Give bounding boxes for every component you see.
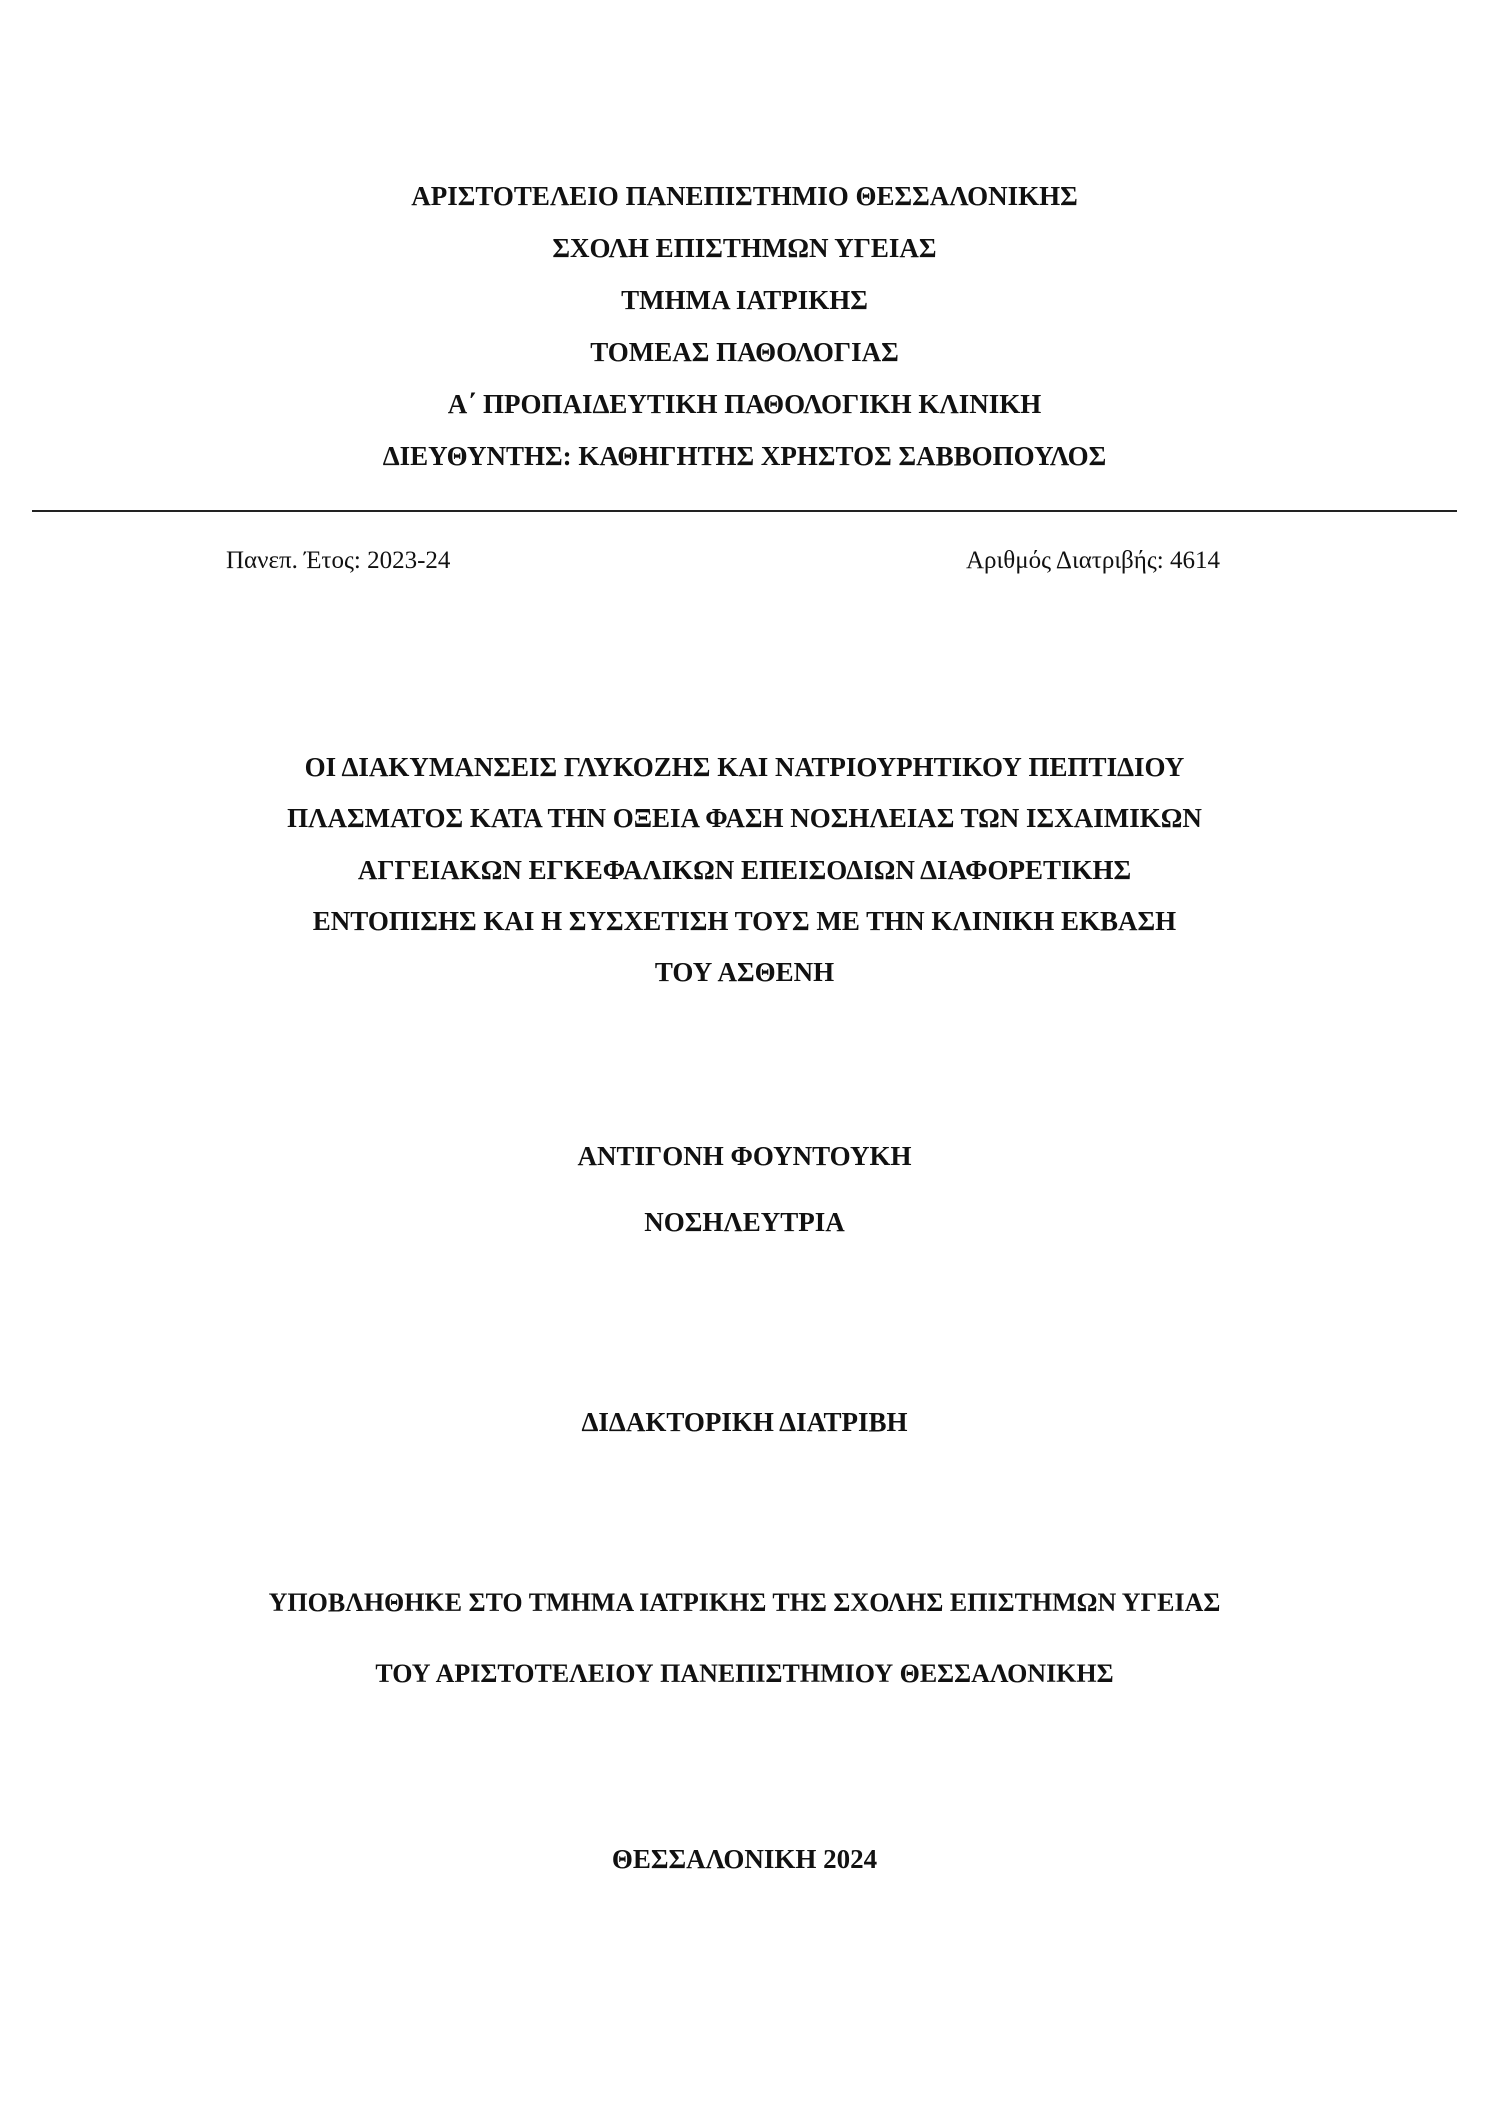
academic-year: Πανεπ. Έτος: 2023-24 [226,547,451,574]
thesis-number: Αριθμός Διατριβής: 4614 [966,547,1220,574]
thesis-title-line-4: ΕΝΤΟΠΙΣΗΣ ΚΑΙ Η ΣΥΣΧΕΤΙΣΗ ΤΟΥΣ ΜΕ ΤΗΝ ΚΛΙΝΙΚΗ ΕΚΒΑΣΗ [312,906,1177,936]
author-name: ΑΝΤΙΓΟΝΗ ΦΟΥΝΤΟΥΚΗ [577,1141,912,1171]
author-profession: ΝΟΣΗΛΕΥΤΡΙΑ [644,1207,845,1237]
submission-line-1: ΥΠΟΒΛΗΘΗΚΕ ΣΤΟ ΤΜΗΜΑ ΙΑΤΡΙΚΗΣ ΤΗΣ ΣΧΟΛΗΣ ΕΠΙΣΤΗΜΩΝ ΥΓΕΙΑΣ [268,1588,1221,1617]
thesis-title-line-5: ΤΟΥ ΑΣΘΕΝΗ [654,957,835,987]
department-name: ΤΜΗΜΑ ΙΑΤΡΙΚΗΣ [621,285,868,315]
header-divider [32,510,1457,512]
director-line: ΔΙΕΥΘΥΝΤΗΣ: ΚΑΘΗΓΗΤΗΣ ΧΡΗΣΤΟΣ ΣΑΒΒΟΠΟΥΛΟΣ [382,441,1107,471]
clinic-name: Α΄ ΠΡΟΠΑΙΔΕΥΤΙΚΗ ΠΑΘΟΛΟΓΙΚΗ ΚΛΙΝΙΚΗ [447,389,1042,419]
document-type: ΔΙΔΑΚΤΟΡΙΚΗ ΔΙΑΤΡΙΒΗ [581,1407,908,1437]
thesis-title-line-1: ΟΙ ΔΙΑΚΥΜΑΝΣΕΙΣ ΓΛΥΚΟΖΗΣ ΚΑΙ ΝΑΤΡΙΟΥΡΗΤΙΚΟΥ ΠΕΠΤΙΔΙΟΥ [304,752,1185,782]
sector-name: ΤΟΜΕΑΣ ΠΑΘΟΛΟΓΙΑΣ [590,337,899,367]
place-date: ΘΕΣΣΑΛΟΝΙΚΗ 2024 [611,1844,878,1874]
submission-line-2: ΤΟΥ ΑΡΙΣΤΟΤΕΛΕΙΟΥ ΠΑΝΕΠΙΣΤΗΜΙΟΥ ΘΕΣΣΑΛΟΝΙΚΗΣ [375,1659,1114,1688]
thesis-title-line-2: ΠΛΑΣΜΑΤΟΣ ΚΑΤΑ ΤΗΝ ΟΞΕΙΑ ΦΑΣΗ ΝΟΣΗΛΕΙΑΣ ΤΩΝ ΙΣΧΑΙΜΙΚΩΝ [287,803,1202,833]
thesis-title-line-3: ΑΓΓΕΙΑΚΩΝ ΕΓΚΕΦΑΛΙΚΩΝ ΕΠΕΙΣΟΔΙΩΝ ΔΙΑΦΟΡΕΤΙΚΗΣ [357,855,1132,885]
school-name: ΣΧΟΛΗ ΕΠΙΣΤΗΜΩΝ ΥΓΕΙΑΣ [552,233,937,263]
university-name: ΑΡΙΣΤΟΤΕΛΕΙΟ ΠΑΝΕΠΙΣΤΗΜΙΟ ΘΕΣΣΑΛΟΝΙΚΗΣ [411,181,1078,211]
